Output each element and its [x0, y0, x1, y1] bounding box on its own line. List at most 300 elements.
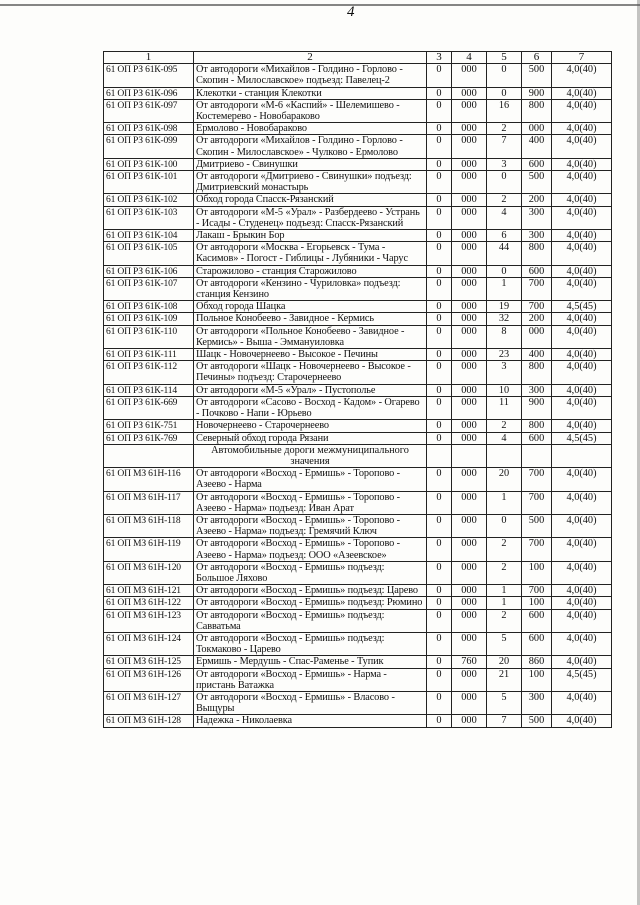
load-capacity-cell: 4,0(40)	[552, 349, 612, 361]
start-m-cell: 000	[452, 158, 487, 170]
start-km-cell: 0	[427, 384, 452, 396]
load-capacity-cell: 4,0(40)	[552, 158, 612, 170]
start-km-cell: 0	[427, 171, 452, 194]
road-name-cell: От автодороги «Восход - Ермишь» - Власово - Выщуры	[194, 691, 427, 714]
start-m-cell: 000	[452, 349, 487, 361]
start-m-cell: 000	[452, 691, 487, 714]
end-km-cell: 3	[487, 361, 522, 384]
load-capacity-cell: 4,0(40)	[552, 384, 612, 396]
load-capacity-cell: 4,5(45)	[552, 432, 612, 444]
table-row	[104, 230, 612, 242]
end-km-cell: 6	[487, 230, 522, 242]
load-capacity-cell: 4,0(40)	[552, 171, 612, 194]
end-km-cell: 2	[487, 561, 522, 584]
start-km-cell: 0	[427, 609, 452, 632]
start-km-cell: 0	[427, 194, 452, 206]
table-row	[104, 325, 612, 348]
end-km-cell: 20	[487, 656, 522, 668]
end-m-cell: 500	[522, 64, 552, 87]
road-name-cell: От автодороги «Восход - Ермишь» подъезд: Токмаково - Царево	[194, 632, 427, 655]
load-capacity-cell: 4,5(45)	[552, 301, 612, 313]
table-row	[104, 514, 612, 537]
end-km-cell: 20	[487, 468, 522, 491]
road-name-cell: Ермолово - Новобараково	[194, 123, 427, 135]
road-code-cell: 61 ОП МЗ 61Н-125	[104, 656, 194, 668]
start-km-cell: 0	[427, 64, 452, 87]
end-m-cell: 800	[522, 420, 552, 432]
road-name-cell: Северный обход города Рязани	[194, 432, 427, 444]
road-name-cell: От автодороги «М-5 «Урал» - Пустополье	[194, 384, 427, 396]
road-name-cell: От автодороги «Шацк - Новочернеево - Высокое - Печины» подъезд: Старочернеево	[194, 361, 427, 384]
end-m-cell: 800	[522, 99, 552, 122]
road-name-cell: От автодороги «Восход - Ермишь» - Торопово - Азеево - Нарма» подъезд: ООО «Азеевское»	[194, 538, 427, 561]
section-empty-cell	[552, 444, 612, 467]
end-km-cell: 0	[487, 64, 522, 87]
table-row	[104, 585, 612, 597]
start-m-cell: 000	[452, 432, 487, 444]
start-km-cell: 0	[427, 349, 452, 361]
road-name-cell: От автодороги «Кензино - Чуриловка» подъезд: станция Кензино	[194, 277, 427, 300]
end-km-cell: 3	[487, 158, 522, 170]
start-km-cell: 0	[427, 87, 452, 99]
end-km-cell: 4	[487, 206, 522, 229]
load-capacity-cell: 4,0(40)	[552, 277, 612, 300]
load-capacity-cell: 4,0(40)	[552, 265, 612, 277]
load-capacity-cell: 4,0(40)	[552, 194, 612, 206]
end-m-cell: 500	[522, 715, 552, 727]
table-row	[104, 715, 612, 727]
start-km-cell: 0	[427, 242, 452, 265]
road-name-cell: Обход города Шацка	[194, 301, 427, 313]
end-km-cell: 0	[487, 514, 522, 537]
end-m-cell: 300	[522, 230, 552, 242]
section-empty-cell	[427, 444, 452, 467]
end-m-cell: 000	[522, 325, 552, 348]
load-capacity-cell: 4,0(40)	[552, 468, 612, 491]
end-m-cell: 300	[522, 206, 552, 229]
road-name-cell: От автодороги «Михайлов - Голдино - Горлово - Скопин - Милославское» - Чулково - Ермолово	[194, 135, 427, 158]
table-row	[104, 491, 612, 514]
road-name-cell: От автодороги «М-5 «Урал» - Разбердеево - Устрань - Исады - Студенец» подъезд: Спасск-Рязанский	[194, 206, 427, 229]
load-capacity-cell: 4,0(40)	[552, 135, 612, 158]
start-m-cell: 000	[452, 230, 487, 242]
table-row	[104, 349, 612, 361]
end-m-cell: 860	[522, 656, 552, 668]
end-km-cell: 2	[487, 609, 522, 632]
start-m-cell: 000	[452, 585, 487, 597]
end-m-cell: 400	[522, 135, 552, 158]
road-name-cell: От автодороги «Восход - Ермишь» подъезд: Царево	[194, 585, 427, 597]
road-code-cell: 61 ОП РЗ 61К-100	[104, 158, 194, 170]
end-m-cell: 600	[522, 265, 552, 277]
table-row	[104, 656, 612, 668]
load-capacity-cell: 4,5(45)	[552, 668, 612, 691]
road-name-cell: От автодороги «Польное Конобеево - Завидное - Кермись» - Выша - Эммануиловка	[194, 325, 427, 348]
road-name-cell: Польное Конобеево - Завидное - Кермись	[194, 313, 427, 325]
start-km-cell: 0	[427, 561, 452, 584]
start-km-cell: 0	[427, 396, 452, 419]
start-m-cell: 000	[452, 468, 487, 491]
start-m-cell: 000	[452, 514, 487, 537]
table-row	[104, 313, 612, 325]
start-km-cell: 0	[427, 123, 452, 135]
start-km-cell: 0	[427, 277, 452, 300]
road-code-cell: 61 ОП РЗ 61К-108	[104, 301, 194, 313]
road-name-cell: От автодороги «Восход - Ермишь» - Нарма - пристань Ватажка	[194, 668, 427, 691]
road-code-cell: 61 ОП РЗ 61К-102	[104, 194, 194, 206]
load-capacity-cell: 4,0(40)	[552, 656, 612, 668]
start-m-cell: 000	[452, 194, 487, 206]
road-name-cell: Новочернеево - Старочернеево	[194, 420, 427, 432]
end-km-cell: 21	[487, 668, 522, 691]
start-km-cell: 0	[427, 691, 452, 714]
header-cell: 3	[427, 52, 452, 64]
start-km-cell: 0	[427, 313, 452, 325]
end-km-cell: 4	[487, 432, 522, 444]
road-code-cell: 61 ОП РЗ 61К-751	[104, 420, 194, 432]
load-capacity-cell: 4,0(40)	[552, 715, 612, 727]
road-name-cell: Дмитриево - Свинушки	[194, 158, 427, 170]
road-name-cell: Ермишь - Мердушь - Спас-Раменье - Тупик	[194, 656, 427, 668]
start-m-cell: 000	[452, 265, 487, 277]
end-m-cell: 100	[522, 561, 552, 584]
road-code-cell: 61 ОП МЗ 61Н-119	[104, 538, 194, 561]
start-m-cell: 000	[452, 277, 487, 300]
road-code-cell: 61 ОП РЗ 61К-112	[104, 361, 194, 384]
road-name-cell: От автодороги «Михайлов - Голдино - Горлово - Скопин - Милославское» подъезд: Павелец-2	[194, 64, 427, 87]
end-m-cell: 500	[522, 171, 552, 194]
end-km-cell: 8	[487, 325, 522, 348]
start-m-cell: 000	[452, 242, 487, 265]
table-row	[104, 87, 612, 99]
table-row	[104, 206, 612, 229]
load-capacity-cell: 4,0(40)	[552, 361, 612, 384]
start-m-cell: 000	[452, 396, 487, 419]
end-km-cell: 0	[487, 87, 522, 99]
end-m-cell: 600	[522, 432, 552, 444]
start-km-cell: 0	[427, 420, 452, 432]
table-row	[104, 632, 612, 655]
start-km-cell: 0	[427, 585, 452, 597]
road-code-cell: 61 ОП РЗ 61К-095	[104, 64, 194, 87]
table-row	[104, 158, 612, 170]
end-m-cell: 100	[522, 668, 552, 691]
end-km-cell: 2	[487, 420, 522, 432]
end-m-cell: 600	[522, 632, 552, 655]
end-m-cell: 800	[522, 361, 552, 384]
start-m-cell: 000	[452, 99, 487, 122]
start-km-cell: 0	[427, 99, 452, 122]
road-code-cell: 61 ОП РЗ 61К-114	[104, 384, 194, 396]
table-row	[104, 171, 612, 194]
table-row	[104, 265, 612, 277]
road-code-cell: 61 ОП РЗ 61К-097	[104, 99, 194, 122]
road-code-cell: 61 ОП РЗ 61К-769	[104, 432, 194, 444]
table-row	[104, 538, 612, 561]
road-code-cell: 61 ОП РЗ 61К-101	[104, 171, 194, 194]
start-m-cell: 000	[452, 301, 487, 313]
road-code-cell: 61 ОП РЗ 61К-104	[104, 230, 194, 242]
road-code-cell: 61 ОП МЗ 61Н-127	[104, 691, 194, 714]
end-km-cell: 16	[487, 99, 522, 122]
start-km-cell: 0	[427, 468, 452, 491]
end-m-cell: 700	[522, 585, 552, 597]
start-km-cell: 0	[427, 491, 452, 514]
load-capacity-cell: 4,0(40)	[552, 597, 612, 609]
table-row	[104, 668, 612, 691]
road-name-cell: От автодороги «Восход - Ермишь» - Торопово - Азеево - Нарма» подъезд: Иван Арат	[194, 491, 427, 514]
load-capacity-cell: 4,0(40)	[552, 396, 612, 419]
road-code-cell: 61 ОП МЗ 61Н-116	[104, 468, 194, 491]
road-code-cell: 61 ОП РЗ 61К-111	[104, 349, 194, 361]
load-capacity-cell: 4,0(40)	[552, 538, 612, 561]
end-m-cell: 300	[522, 384, 552, 396]
end-km-cell: 19	[487, 301, 522, 313]
start-m-cell: 000	[452, 87, 487, 99]
end-km-cell: 1	[487, 597, 522, 609]
header-cell: 7	[552, 52, 612, 64]
load-capacity-cell: 4,0(40)	[552, 491, 612, 514]
start-m-cell: 000	[452, 561, 487, 584]
end-km-cell: 5	[487, 691, 522, 714]
road-name-cell: От автодороги «Восход - Ермишь» - Торопово - Азеево - Нарма» подъезд: Гремячий Ключ	[194, 514, 427, 537]
start-m-cell: 000	[452, 420, 487, 432]
end-m-cell: 700	[522, 468, 552, 491]
table-row	[104, 361, 612, 384]
load-capacity-cell: 4,0(40)	[552, 87, 612, 99]
load-capacity-cell: 4,0(40)	[552, 585, 612, 597]
end-m-cell: 700	[522, 491, 552, 514]
start-km-cell: 0	[427, 206, 452, 229]
load-capacity-cell: 4,0(40)	[552, 632, 612, 655]
end-m-cell: 100	[522, 597, 552, 609]
end-m-cell: 800	[522, 242, 552, 265]
end-m-cell: 200	[522, 194, 552, 206]
section-body	[104, 444, 612, 467]
table-row	[104, 242, 612, 265]
table-row	[104, 561, 612, 584]
load-capacity-cell: 4,0(40)	[552, 325, 612, 348]
table-row	[104, 123, 612, 135]
end-m-cell: 500	[522, 514, 552, 537]
regional-roads-body	[104, 64, 612, 445]
start-m-cell: 000	[452, 609, 487, 632]
road-code-cell: 61 ОП МЗ 61Н-123	[104, 609, 194, 632]
road-code-cell: 61 ОП РЗ 61К-103	[104, 206, 194, 229]
start-m-cell: 000	[452, 325, 487, 348]
road-name-cell: От автодороги «Восход - Ермишь» - Торопово - Азеево - Нарма	[194, 468, 427, 491]
road-name-cell: Надежка - Николаевка	[194, 715, 427, 727]
road-code-cell: 61 ОП МЗ 61Н-124	[104, 632, 194, 655]
road-name-cell: От автодороги «М-6 «Каспий» - Шелемишево - Костемерево - Новобараково	[194, 99, 427, 122]
start-m-cell: 000	[452, 384, 487, 396]
start-m-cell: 000	[452, 668, 487, 691]
section-empty-cell	[104, 444, 194, 467]
end-km-cell: 1	[487, 491, 522, 514]
start-km-cell: 0	[427, 715, 452, 727]
road-code-cell: 61 ОП МЗ 61Н-121	[104, 585, 194, 597]
header-row	[104, 52, 612, 64]
end-m-cell: 600	[522, 609, 552, 632]
road-code-cell: 61 ОП МЗ 61Н-126	[104, 668, 194, 691]
load-capacity-cell: 4,0(40)	[552, 561, 612, 584]
end-km-cell: 5	[487, 632, 522, 655]
start-m-cell: 000	[452, 64, 487, 87]
start-m-cell: 000	[452, 597, 487, 609]
load-capacity-cell: 4,0(40)	[552, 313, 612, 325]
table-row	[104, 384, 612, 396]
load-capacity-cell: 4,0(40)	[552, 514, 612, 537]
table-row	[104, 301, 612, 313]
road-name-cell: От автодороги «Восход - Ермишь» подъезд: Рюмино	[194, 597, 427, 609]
road-name-cell: Обход города Спасск-Рязанский	[194, 194, 427, 206]
road-code-cell: 61 ОП РЗ 61К-098	[104, 123, 194, 135]
load-capacity-cell: 4,0(40)	[552, 230, 612, 242]
start-km-cell: 0	[427, 514, 452, 537]
road-name-cell: От автодороги «Сасово - Восход - Кадом» - Огарево - Почково - Напи - Юрьево	[194, 396, 427, 419]
table-row	[104, 597, 612, 609]
table-row	[104, 194, 612, 206]
load-capacity-cell: 4,0(40)	[552, 206, 612, 229]
end-m-cell: 700	[522, 538, 552, 561]
table-row	[104, 99, 612, 122]
road-code-cell: 61 ОП МЗ 61Н-120	[104, 561, 194, 584]
road-name-cell: Лакаш - Брыкин Бор	[194, 230, 427, 242]
section-empty-cell	[487, 444, 522, 467]
table-row	[104, 396, 612, 419]
start-km-cell: 0	[427, 135, 452, 158]
road-name-cell: От автодороги «Восход - Ермишь» подъезд: Савватьма	[194, 609, 427, 632]
load-capacity-cell: 4,0(40)	[552, 123, 612, 135]
end-km-cell: 2	[487, 123, 522, 135]
end-m-cell: 300	[522, 691, 552, 714]
end-km-cell: 0	[487, 265, 522, 277]
table-row	[104, 277, 612, 300]
start-km-cell: 0	[427, 668, 452, 691]
end-m-cell: 900	[522, 396, 552, 419]
end-km-cell: 32	[487, 313, 522, 325]
road-code-cell: 61 ОП РЗ 61К-106	[104, 265, 194, 277]
table-row	[104, 468, 612, 491]
table-row	[104, 432, 612, 444]
end-km-cell: 23	[487, 349, 522, 361]
road-name-cell: От автодороги «Дмитриево - Свинушки» подъезд: Дмитриевский монастырь	[194, 171, 427, 194]
table-row	[104, 420, 612, 432]
table-row	[104, 135, 612, 158]
road-code-cell: 61 ОП РЗ 61К-105	[104, 242, 194, 265]
start-km-cell: 0	[427, 538, 452, 561]
load-capacity-cell: 4,0(40)	[552, 99, 612, 122]
end-km-cell: 11	[487, 396, 522, 419]
end-km-cell: 1	[487, 585, 522, 597]
start-km-cell: 0	[427, 597, 452, 609]
load-capacity-cell: 4,0(40)	[552, 64, 612, 87]
road-register-table	[103, 51, 612, 728]
end-m-cell: 700	[522, 277, 552, 300]
road-code-cell: 61 ОП МЗ 61Н-122	[104, 597, 194, 609]
section-title: Автомобильные дороги межмуниципального значения	[194, 444, 427, 467]
end-km-cell: 44	[487, 242, 522, 265]
start-m-cell: 760	[452, 656, 487, 668]
header-cell: 6	[522, 52, 552, 64]
start-km-cell: 0	[427, 265, 452, 277]
end-km-cell: 7	[487, 135, 522, 158]
road-name-cell: От автодороги «Москва - Егорьевск - Тума - Касимов» - Погост - Гиблицы - Лубяники - Чарус	[194, 242, 427, 265]
header-cell: 4	[452, 52, 487, 64]
table-row	[104, 691, 612, 714]
start-km-cell: 0	[427, 325, 452, 348]
end-km-cell: 7	[487, 715, 522, 727]
road-code-cell: 61 ОП РЗ 61К-099	[104, 135, 194, 158]
start-m-cell: 000	[452, 206, 487, 229]
section-empty-cell	[452, 444, 487, 467]
start-km-cell: 0	[427, 230, 452, 242]
table-row	[104, 609, 612, 632]
section-row	[104, 444, 612, 467]
road-code-cell: 61 ОП РЗ 61К-109	[104, 313, 194, 325]
start-km-cell: 0	[427, 656, 452, 668]
start-m-cell: 000	[452, 123, 487, 135]
road-code-cell: 61 ОП РЗ 61К-107	[104, 277, 194, 300]
table-row	[104, 64, 612, 87]
end-m-cell: 200	[522, 313, 552, 325]
start-km-cell: 0	[427, 361, 452, 384]
start-m-cell: 000	[452, 632, 487, 655]
start-m-cell: 000	[452, 313, 487, 325]
start-m-cell: 000	[452, 361, 487, 384]
road-code-cell: 61 ОП РЗ 61К-110	[104, 325, 194, 348]
start-m-cell: 000	[452, 171, 487, 194]
load-capacity-cell: 4,0(40)	[552, 691, 612, 714]
start-m-cell: 000	[452, 715, 487, 727]
start-km-cell: 0	[427, 301, 452, 313]
start-km-cell: 0	[427, 632, 452, 655]
road-code-cell: 61 ОП МЗ 61Н-128	[104, 715, 194, 727]
road-code-cell: 61 ОП РЗ 61К-669	[104, 396, 194, 419]
load-capacity-cell: 4,0(40)	[552, 242, 612, 265]
road-code-cell: 61 ОП МЗ 61Н-117	[104, 491, 194, 514]
header-cell: 2	[194, 52, 427, 64]
road-name-cell: Шацк - Новочернеево - Высокое - Печины	[194, 349, 427, 361]
start-km-cell: 0	[427, 432, 452, 444]
header-cell: 5	[487, 52, 522, 64]
start-km-cell: 0	[427, 158, 452, 170]
page-number: 4	[347, 4, 355, 20]
end-km-cell: 0	[487, 171, 522, 194]
end-km-cell: 2	[487, 194, 522, 206]
end-km-cell: 1	[487, 277, 522, 300]
road-code-cell: 61 ОП РЗ 61К-096	[104, 87, 194, 99]
scan-top-edge	[0, 4, 640, 6]
load-capacity-cell: 4,0(40)	[552, 609, 612, 632]
road-name-cell: Клекотки - станция Клекотки	[194, 87, 427, 99]
end-km-cell: 10	[487, 384, 522, 396]
start-m-cell: 000	[452, 538, 487, 561]
end-m-cell: 000	[522, 123, 552, 135]
end-m-cell: 700	[522, 301, 552, 313]
end-m-cell: 600	[522, 158, 552, 170]
end-km-cell: 2	[487, 538, 522, 561]
load-capacity-cell: 4,0(40)	[552, 420, 612, 432]
start-m-cell: 000	[452, 135, 487, 158]
road-name-cell: От автодороги «Восход - Ермишь» подъезд: Большое Ляхово	[194, 561, 427, 584]
end-m-cell: 900	[522, 87, 552, 99]
intermunicipal-roads-body	[104, 468, 612, 727]
start-m-cell: 000	[452, 491, 487, 514]
road-code-cell: 61 ОП МЗ 61Н-118	[104, 514, 194, 537]
section-empty-cell	[522, 444, 552, 467]
road-name-cell: Старожилово - станция Старожилово	[194, 265, 427, 277]
